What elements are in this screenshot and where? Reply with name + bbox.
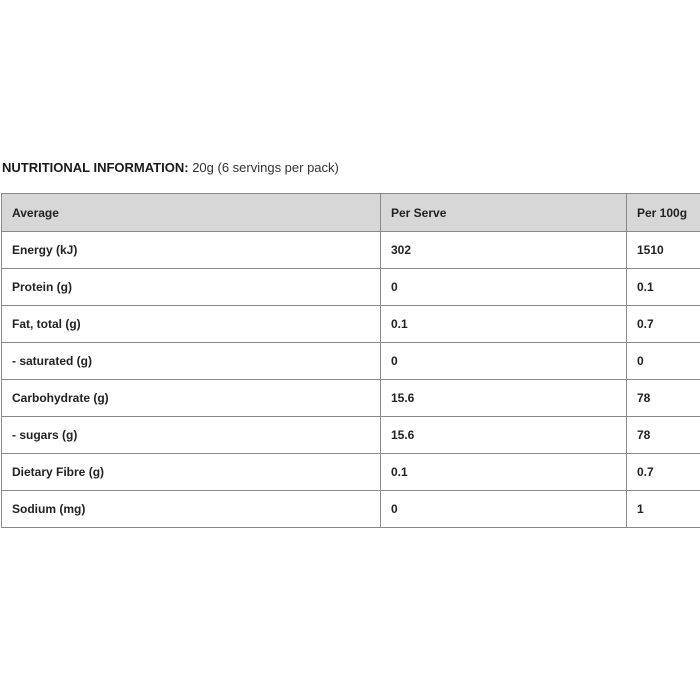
nutrient-name: Energy (kJ) <box>2 232 381 269</box>
per-serve-value: 0.1 <box>381 454 627 491</box>
table-row <box>2 380 700 417</box>
nutrition-heading <box>2 160 339 176</box>
column-header-per-100g: Per 100g <box>627 194 700 232</box>
column-header-per-serve: Per Serve <box>381 194 627 232</box>
heading-label: NUTRITIONAL INFORMATION: <box>2 160 189 175</box>
nutrient-name: - sugars (g) <box>2 417 381 454</box>
per-100g-value: 1510 <box>627 232 700 269</box>
per-100g-value: 0.7 <box>627 306 700 343</box>
table-row <box>2 232 700 269</box>
nutrient-name: Dietary Fibre (g) <box>2 454 381 491</box>
table-row <box>2 491 700 528</box>
table-row <box>2 343 700 380</box>
per-100g-value: 78 <box>627 380 700 417</box>
nutrient-name: Fat, total (g) <box>2 306 381 343</box>
per-serve-value: 15.6 <box>381 380 627 417</box>
heading-serving-size: 20g (6 servings per pack) <box>192 160 339 175</box>
per-100g-value: 1 <box>627 491 700 528</box>
per-100g-value: 0.1 <box>627 269 700 306</box>
table-row <box>2 306 700 343</box>
per-serve-value: 0 <box>381 491 627 528</box>
nutrient-name: - saturated (g) <box>2 343 381 380</box>
table-header-row <box>2 194 700 232</box>
nutrition-table <box>1 193 700 528</box>
per-serve-value: 0.1 <box>381 306 627 343</box>
table-row <box>2 269 700 306</box>
per-serve-value: 302 <box>381 232 627 269</box>
nutrient-name: Protein (g) <box>2 269 381 306</box>
per-100g-value: 0.7 <box>627 454 700 491</box>
nutrient-name: Carbohydrate (g) <box>2 380 381 417</box>
per-100g-value: 0 <box>627 343 700 380</box>
table-row <box>2 454 700 491</box>
per-100g-value: 78 <box>627 417 700 454</box>
per-serve-value: 0 <box>381 269 627 306</box>
per-serve-value: 15.6 <box>381 417 627 454</box>
column-header-average: Average <box>2 194 381 232</box>
nutrient-name: Sodium (mg) <box>2 491 381 528</box>
table-row <box>2 417 700 454</box>
per-serve-value: 0 <box>381 343 627 380</box>
